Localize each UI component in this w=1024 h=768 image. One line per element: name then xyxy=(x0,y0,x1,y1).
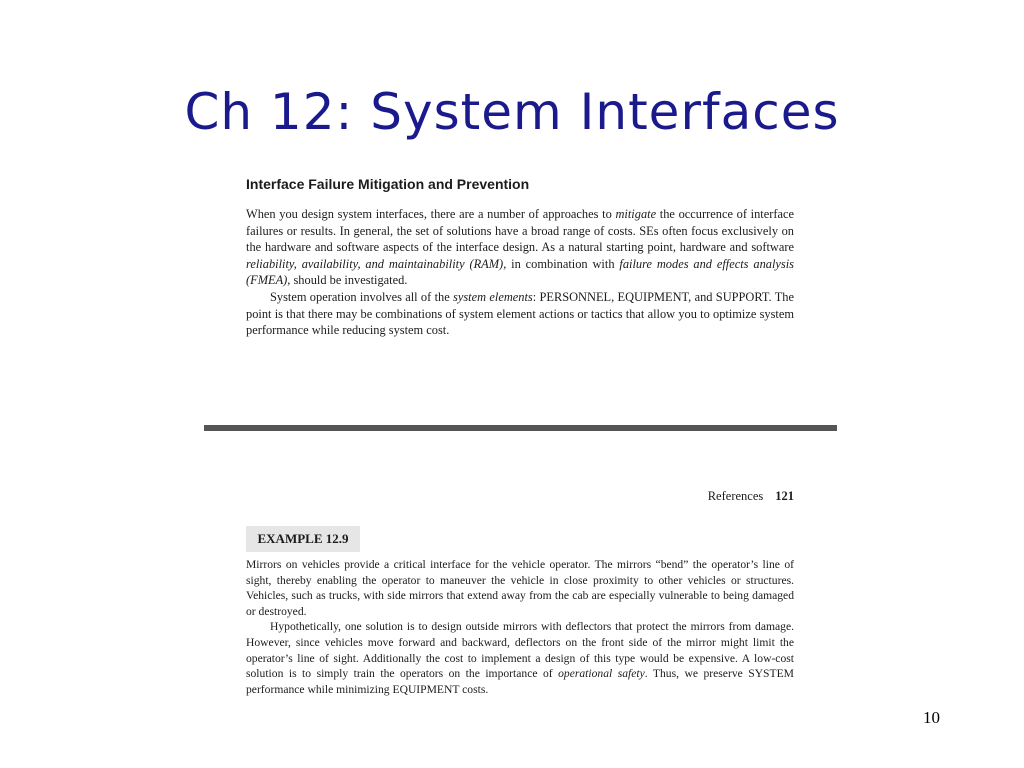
italic-run: system elements xyxy=(453,289,533,304)
slide-title: Ch 12: System Interfaces xyxy=(184,83,840,141)
slide-number: 10 xyxy=(923,708,940,727)
italic-run: mitigate xyxy=(615,207,657,221)
paragraph-mirrors xyxy=(246,557,794,619)
example-label: EXAMPLE 12.9 xyxy=(246,526,360,552)
book-excerpt-top xyxy=(246,174,794,339)
divider-bar xyxy=(204,425,837,431)
section-heading: Interface Failure Mitigation and Prevention xyxy=(246,176,530,192)
italic-run: reliability, availability, and maintainability (RAM) xyxy=(246,256,504,271)
page-running-head xyxy=(560,489,794,504)
paragraph-hypothetical xyxy=(246,619,794,697)
text-run: Mirrors on vehicles provide a critical interface for the vehicle operator. The mirrors “bend” the operator’s line of sight, thereby enabling the operator to maneuver the vehicle in close proximity to other vehicles or structures. Vehicles, such as trucks, with side mirrors that extend away from the cab are especially vulnerable to being damaged or destroyed. xyxy=(246,558,794,618)
text-run: System operation involves all of the xyxy=(270,289,454,304)
book-page-number: 121 xyxy=(775,489,794,503)
text-run: , should be investigated. xyxy=(287,273,408,288)
running-head-label: References xyxy=(707,489,764,503)
italic-run: failure modes and effects analysis (FMEA) xyxy=(246,256,794,288)
paragraph-mitigation xyxy=(246,206,794,289)
text-run: : PERSONNEL, EQUIPMENT, and SUPPORT. The point is that there may be combinations of system element actions or tactics that allow you to optimize system performance while reducing system cost. xyxy=(246,289,794,338)
text-run: When you design system interfaces, there are a number of approaches to xyxy=(246,207,616,221)
text-run: , in combination with xyxy=(503,256,620,271)
text-run: the occurrence of interface failures or results. In general, the set of solutions have a broad range of costs. SEs often focus exclusively on the hardware and software aspects of the interface design. As a natural starting point, hardware and software xyxy=(246,207,794,255)
paragraph-system-operation xyxy=(246,289,794,339)
text-run: . Thus, we preserve SYSTEM performance while minimizing EQUIPMENT costs. xyxy=(246,667,794,696)
text-run: Hypothetically, one solution is to design outside mirrors with deflectors that protect the mirrors from damage. However, since vehicles move forward and backward, deflectors on the front side of the mirror might limit the operator’s line of sight. Additionally the cost to implement a design of this type would be expensive. A low-cost solution is to simply train the operators on the importance of xyxy=(246,620,794,681)
italic-run: operational safety xyxy=(558,667,645,681)
book-excerpt-bottom xyxy=(246,557,794,697)
